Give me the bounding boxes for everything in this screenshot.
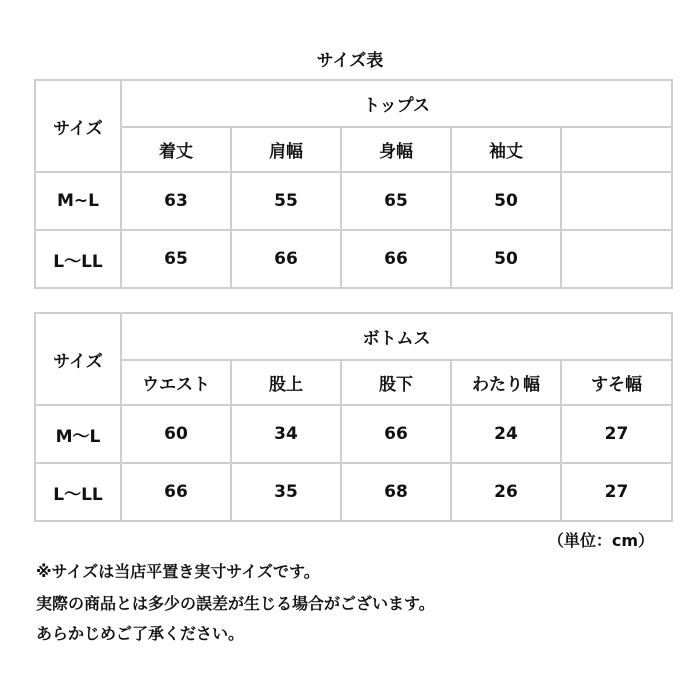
table-row bbox=[35, 405, 672, 463]
bottoms-size-table bbox=[34, 312, 673, 522]
size-cell: M~L bbox=[35, 172, 121, 230]
value-cell: 65 bbox=[121, 230, 231, 288]
note-line: 実際の商品とは多少の誤差が生じる場合がございます。 bbox=[36, 594, 435, 613]
value-cell: 26 bbox=[451, 463, 561, 521]
column-header: すそ幅 bbox=[561, 360, 672, 405]
value-cell: 66 bbox=[121, 463, 231, 521]
column-header: 肩幅 bbox=[231, 127, 341, 172]
page-title: サイズ表 bbox=[316, 51, 384, 71]
column-header: 着丈 bbox=[121, 127, 231, 172]
value-cell: 50 bbox=[451, 172, 561, 230]
column-header: 股下 bbox=[341, 360, 451, 405]
table-row bbox=[35, 172, 672, 230]
value-cell: 63 bbox=[121, 172, 231, 230]
value-cell bbox=[561, 230, 672, 288]
column-header: 身幅 bbox=[341, 127, 451, 172]
value-cell: 60 bbox=[121, 405, 231, 463]
value-cell: 65 bbox=[341, 172, 451, 230]
note-line: あらかじめご了承ください。 bbox=[36, 624, 245, 643]
table-row bbox=[35, 463, 672, 521]
size-cell: M～L bbox=[35, 405, 121, 463]
column-header: 股上 bbox=[231, 360, 341, 405]
column-header bbox=[561, 127, 672, 172]
size-cell: L～LL bbox=[35, 463, 121, 521]
value-cell: 50 bbox=[451, 230, 561, 288]
size-header: サイズ bbox=[35, 80, 121, 172]
value-cell: 27 bbox=[561, 405, 672, 463]
value-cell bbox=[561, 172, 672, 230]
table-row bbox=[35, 230, 672, 288]
value-cell: 68 bbox=[341, 463, 451, 521]
group-header-bottoms: ボトムス bbox=[121, 313, 672, 360]
note-line: ※サイズは当店平置き実寸サイズです。 bbox=[36, 562, 320, 581]
value-cell: 66 bbox=[341, 230, 451, 288]
value-cell: 66 bbox=[341, 405, 451, 463]
value-cell: 66 bbox=[231, 230, 341, 288]
group-header-tops: トップス bbox=[121, 80, 672, 127]
column-header: ウエスト bbox=[121, 360, 231, 405]
unit-note: （単位：cm） bbox=[547, 531, 654, 550]
value-cell: 35 bbox=[231, 463, 341, 521]
value-cell: 55 bbox=[231, 172, 341, 230]
tops-size-table bbox=[34, 79, 673, 289]
column-header: わたり幅 bbox=[451, 360, 561, 405]
value-cell: 24 bbox=[451, 405, 561, 463]
value-cell: 34 bbox=[231, 405, 341, 463]
size-header: サイズ bbox=[35, 313, 121, 405]
size-cell: L～LL bbox=[35, 230, 121, 288]
column-header: 袖丈 bbox=[451, 127, 561, 172]
value-cell: 27 bbox=[561, 463, 672, 521]
